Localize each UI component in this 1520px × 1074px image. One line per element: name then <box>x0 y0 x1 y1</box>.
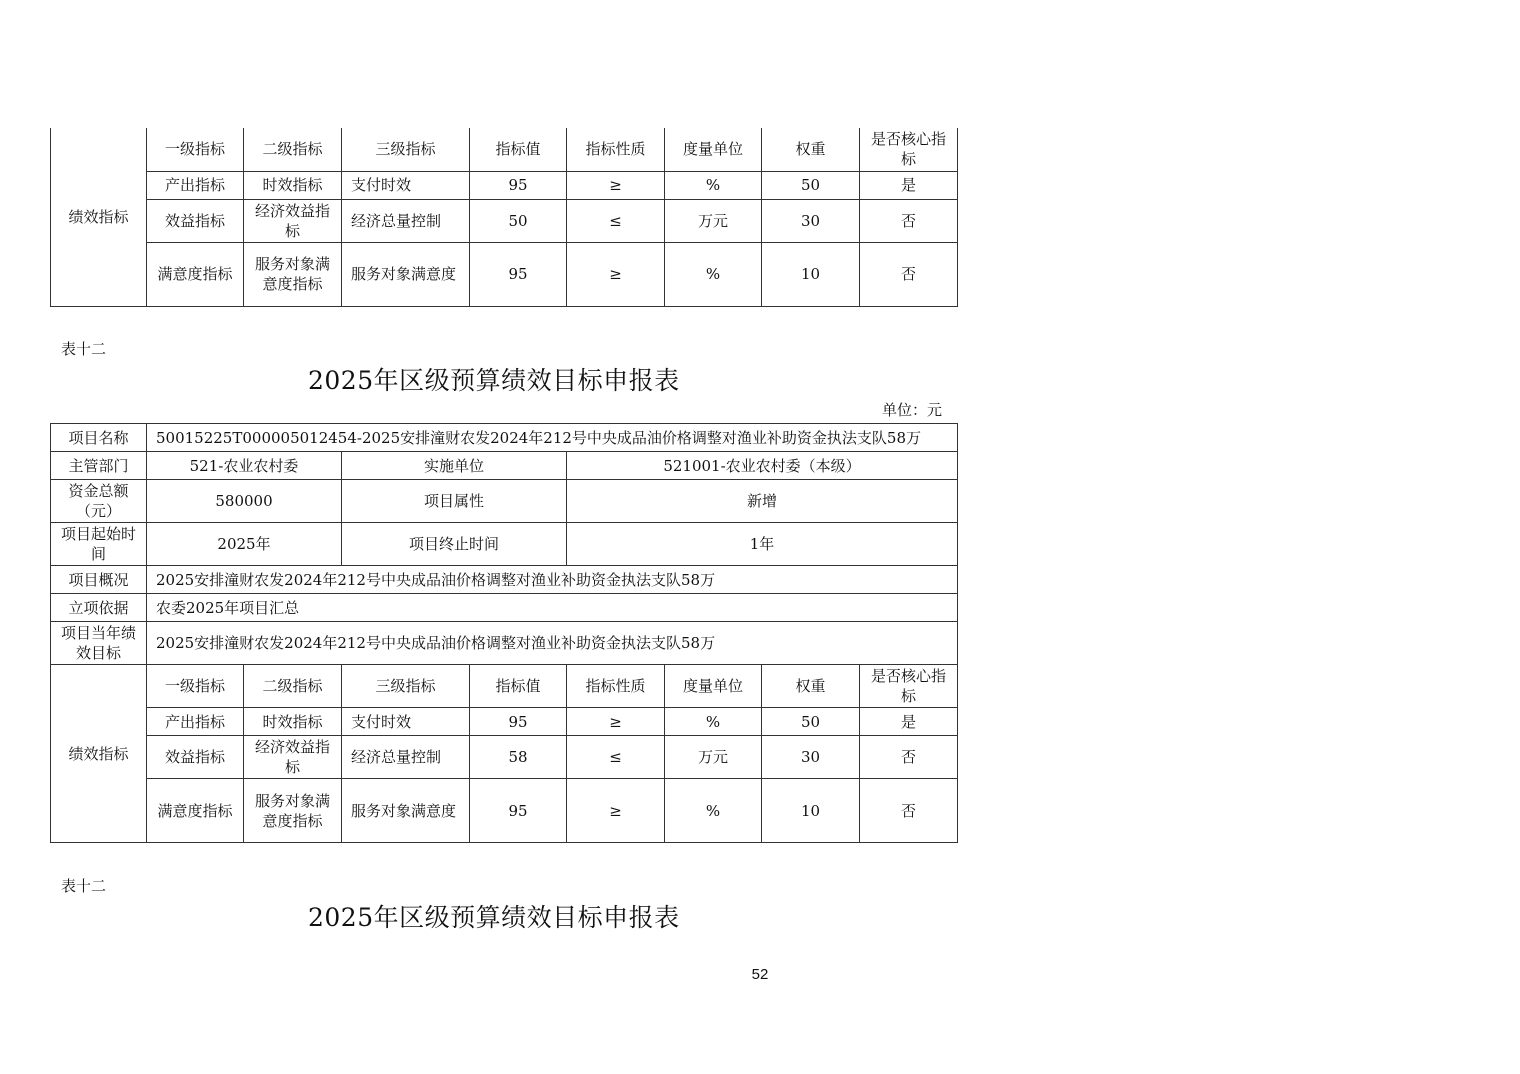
table-cell: 10 <box>762 779 860 843</box>
table-cell: 否 <box>860 199 958 242</box>
header-cell: 指标性质 <box>567 665 665 708</box>
table-row <box>51 171 958 199</box>
annual-goal-value: 2025安排潼财农发2024年212号中央成品油价格调整对渔业补助资金执法支队58万 <box>147 622 958 665</box>
attribute-label: 项目属性 <box>342 480 567 523</box>
table-row <box>51 594 958 622</box>
row-label-annual-goal: 项目当年绩效目标 <box>51 622 147 665</box>
table-cell: 30 <box>762 736 860 779</box>
table-cell: 支付时效 <box>342 708 470 736</box>
table-cell: % <box>665 242 762 306</box>
table-cell: 效益指标 <box>147 736 244 779</box>
header-cell: 是否核心指标 <box>860 128 958 171</box>
table-number-label: 表十二 <box>61 340 107 358</box>
table-row <box>51 452 958 480</box>
table-cell: ≥ <box>567 242 665 306</box>
table-cell: 30 <box>762 199 860 242</box>
table-row <box>51 199 958 242</box>
unit-label: 单位：元 <box>882 401 943 419</box>
table-cell: 95 <box>470 171 567 199</box>
performance-indicator-table-continued <box>50 128 958 307</box>
table-row <box>51 736 958 779</box>
table-cell: 否 <box>860 736 958 779</box>
end-time-label: 项目终止时间 <box>342 523 567 566</box>
header-cell: 指标值 <box>470 665 567 708</box>
header-cell: 权重 <box>762 128 860 171</box>
table-cell: 万元 <box>665 736 762 779</box>
section-label-performance: 绩效指标 <box>51 128 147 306</box>
table-cell: 万元 <box>665 199 762 242</box>
table-cell: 58 <box>470 736 567 779</box>
total-funds-value: 580000 <box>147 480 342 523</box>
row-label-basis: 立项依据 <box>51 594 147 622</box>
next-table-number-label: 表十二 <box>61 877 107 895</box>
implementer-value: 521001-农业农村委（本级） <box>567 452 958 480</box>
table-cell: ≤ <box>567 199 665 242</box>
table-cell: 服务对象满意度 <box>342 242 470 306</box>
table-row <box>51 779 958 843</box>
table-cell: % <box>665 171 762 199</box>
header-cell: 三级指标 <box>342 128 470 171</box>
project-name-value: 50015225T000005012454-2025安排潼财农发2024年212号中央成品油价格调整对渔业补助资金执法支队58万 <box>147 424 958 452</box>
header-cell: 指标值 <box>470 128 567 171</box>
header-cell: 是否核心指标 <box>860 665 958 708</box>
header-cell: 指标性质 <box>567 128 665 171</box>
budget-performance-target-table <box>50 423 958 843</box>
overview-value: 2025安排潼财农发2024年212号中央成品油价格调整对渔业补助资金执法支队58万 <box>147 566 958 594</box>
table-cell: 95 <box>470 708 567 736</box>
table-title: 2025年区级预算绩效目标申报表 <box>308 366 680 395</box>
table-cell: 效益指标 <box>147 199 244 242</box>
row-label-department: 主管部门 <box>51 452 147 480</box>
table-cell: 时效指标 <box>244 708 342 736</box>
table-cell: 否 <box>860 779 958 843</box>
table-row <box>51 480 958 523</box>
table-cell: 否 <box>860 242 958 306</box>
table-cell: 满意度指标 <box>147 779 244 843</box>
table-cell: 服务对象满意度指标 <box>244 779 342 843</box>
table-cell: ≥ <box>567 171 665 199</box>
start-time-value: 2025年 <box>147 523 342 566</box>
header-cell: 度量单位 <box>665 665 762 708</box>
table-cell: ≥ <box>567 708 665 736</box>
header-cell: 度量单位 <box>665 128 762 171</box>
table-cell: % <box>665 708 762 736</box>
attribute-value: 新增 <box>567 480 958 523</box>
table-cell: % <box>665 779 762 843</box>
table-row <box>51 242 958 306</box>
row-label-start-time: 项目起始时间 <box>51 523 147 566</box>
table-cell: 50 <box>762 708 860 736</box>
table-row <box>51 708 958 736</box>
table-cell: 是 <box>860 171 958 199</box>
table-cell: 50 <box>762 171 860 199</box>
table-row <box>51 665 958 708</box>
table-cell: 经济总量控制 <box>342 199 470 242</box>
header-cell: 一级指标 <box>147 128 244 171</box>
table-cell: 满意度指标 <box>147 242 244 306</box>
table-cell: 是 <box>860 708 958 736</box>
header-cell: 一级指标 <box>147 665 244 708</box>
table-cell: ≥ <box>567 779 665 843</box>
row-label-overview: 项目概况 <box>51 566 147 594</box>
table-cell: 经济效益指标 <box>244 736 342 779</box>
header-cell: 三级指标 <box>342 665 470 708</box>
header-cell: 二级指标 <box>244 665 342 708</box>
table-cell: 时效指标 <box>244 171 342 199</box>
table-row <box>51 566 958 594</box>
table-cell: 产出指标 <box>147 708 244 736</box>
table-cell: 50 <box>470 199 567 242</box>
table-cell: 经济总量控制 <box>342 736 470 779</box>
basis-value: 农委2025年项目汇总 <box>147 594 958 622</box>
end-time-value: 1年 <box>567 523 958 566</box>
next-table-title: 2025年区级预算绩效目标申报表 <box>308 903 680 932</box>
table-cell: 支付时效 <box>342 171 470 199</box>
implementer-label: 实施单位 <box>342 452 567 480</box>
table-cell: 服务对象满意度指标 <box>244 242 342 306</box>
table-cell: 服务对象满意度 <box>342 779 470 843</box>
header-cell: 权重 <box>762 665 860 708</box>
header-cell: 二级指标 <box>244 128 342 171</box>
row-label-project-name: 项目名称 <box>51 424 147 452</box>
table-cell: 产出指标 <box>147 171 244 199</box>
table-row <box>51 424 958 452</box>
table-cell: ≤ <box>567 736 665 779</box>
table-cell: 经济效益指标 <box>244 199 342 242</box>
table-cell: 10 <box>762 242 860 306</box>
table-cell: 95 <box>470 242 567 306</box>
row-label-total-funds: 资金总额（元） <box>51 480 147 523</box>
page-number: 52 <box>751 966 769 983</box>
department-value: 521-农业农村委 <box>147 452 342 480</box>
table-cell: 95 <box>470 779 567 843</box>
table-row <box>51 622 958 665</box>
section-label-performance: 绩效指标 <box>51 665 147 843</box>
table-row <box>51 523 958 566</box>
